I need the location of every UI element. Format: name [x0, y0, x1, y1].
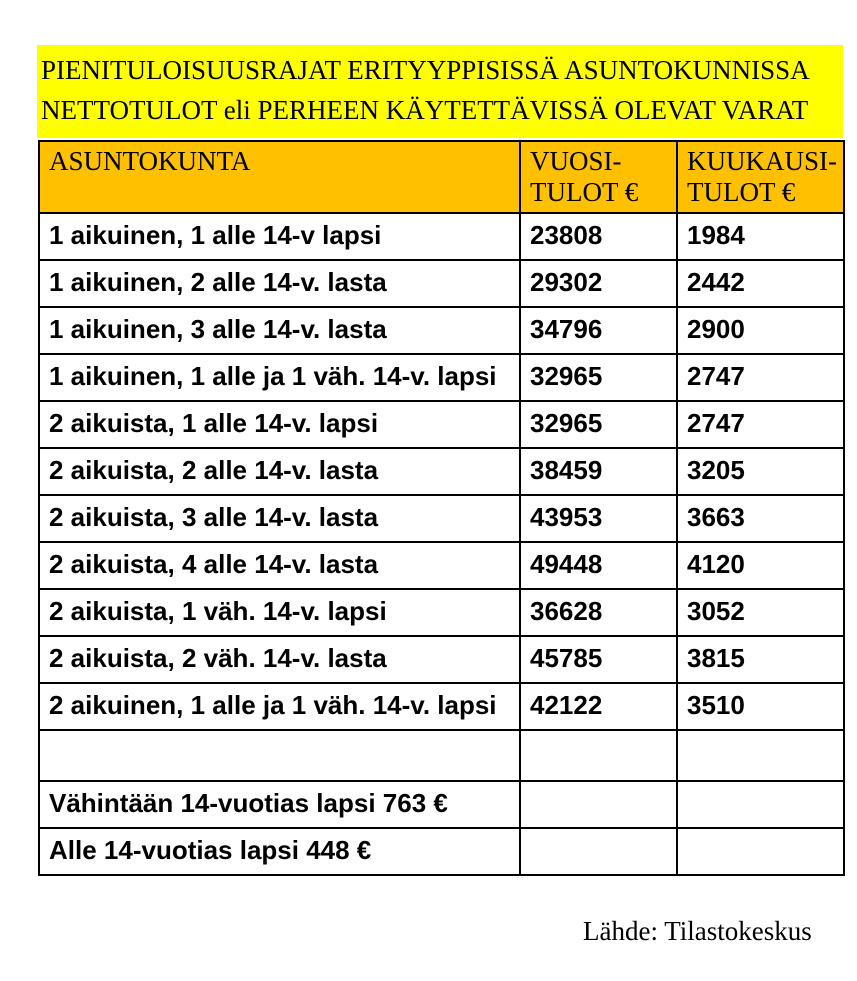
- monthly-income-cell: 3815: [677, 636, 844, 683]
- annual-income-cell: [520, 828, 677, 875]
- table-row: [39, 683, 844, 730]
- annual-income-cell: 29302: [520, 260, 677, 307]
- annual-income-cell: 34796: [520, 307, 677, 354]
- title-banner: [37, 45, 843, 138]
- household-cell: 2 aikuista, 3 alle 14-v. lasta: [39, 495, 520, 542]
- monthly-income-cell: 2747: [677, 401, 844, 448]
- monthly-income-cell: 3663: [677, 495, 844, 542]
- source-note: Lähde: Tilastokeskus: [583, 916, 812, 946]
- monthly-income-cell: 2442: [677, 260, 844, 307]
- table-row: [39, 401, 844, 448]
- header-annual-line-1: VUOSI-: [530, 146, 622, 176]
- annual-income-cell: 45785: [520, 636, 677, 683]
- household-cell: Alle 14-vuotias lapsi 448 €: [39, 828, 520, 875]
- table-header-row: [39, 141, 844, 213]
- annual-income-cell: 43953: [520, 495, 677, 542]
- header-annual-income-column: [520, 141, 677, 213]
- table-row: [39, 781, 844, 828]
- household-cell: Vähintään 14-vuotias lapsi 763 €: [39, 781, 520, 828]
- household-cell: 1 aikuinen, 1 alle ja 1 väh. 14-v. lapsi: [39, 354, 520, 401]
- table-body: [39, 213, 844, 875]
- monthly-income-cell: 4120: [677, 542, 844, 589]
- table-row: [39, 354, 844, 401]
- monthly-income-cell: [677, 730, 844, 781]
- annual-income-cell: 49448: [520, 542, 677, 589]
- table-row: [39, 828, 844, 875]
- household-cell: 2 aikuista, 2 väh. 14-v. lasta: [39, 636, 520, 683]
- monthly-income-cell: 3510: [677, 683, 844, 730]
- title-line-1: PIENITULOISUUSRAJAT ERITYYPPISISSÄ ASUNTOKUNNISSA: [41, 55, 810, 85]
- household-cell: 1 aikuinen, 1 alle 14-v lapsi: [39, 213, 520, 260]
- household-cell: [39, 730, 520, 781]
- income-limits-table: [38, 140, 845, 876]
- annual-income-cell: 23808: [520, 213, 677, 260]
- annual-income-cell: 32965: [520, 401, 677, 448]
- table-row: [39, 213, 844, 260]
- header-monthly-line-1: KUUKAUSI-: [687, 146, 837, 176]
- household-cell: 2 aikuista, 4 alle 14-v. lasta: [39, 542, 520, 589]
- household-cell: 1 aikuinen, 3 alle 14-v. lasta: [39, 307, 520, 354]
- table-row: [39, 589, 844, 636]
- table-row: [39, 636, 844, 683]
- header-household-column: ASUNTOKUNTA: [39, 141, 520, 213]
- annual-income-cell: [520, 730, 677, 781]
- table-row: [39, 260, 844, 307]
- annual-income-cell: 42122: [520, 683, 677, 730]
- table-row: [39, 307, 844, 354]
- monthly-income-cell: 1984: [677, 213, 844, 260]
- monthly-income-cell: 2900: [677, 307, 844, 354]
- table-row: [39, 448, 844, 495]
- annual-income-cell: 36628: [520, 589, 677, 636]
- annual-income-cell: 38459: [520, 448, 677, 495]
- monthly-income-cell: [677, 828, 844, 875]
- household-cell: 2 aikuista, 1 väh. 14-v. lapsi: [39, 589, 520, 636]
- household-cell: 1 aikuinen, 2 alle 14-v. lasta: [39, 260, 520, 307]
- title-line-2: NETTOTULOT eli PERHEEN KÄYTETTÄVISSÄ OLEVAT VARAT: [41, 95, 809, 125]
- monthly-income-cell: 3052: [677, 589, 844, 636]
- household-cell: 2 aikuista, 2 alle 14-v. lasta: [39, 448, 520, 495]
- annual-income-cell: 32965: [520, 354, 677, 401]
- header-monthly-line-2: TULOT €: [687, 177, 796, 207]
- header-annual-line-2: TULOT €: [530, 177, 639, 207]
- monthly-income-cell: 2747: [677, 354, 844, 401]
- monthly-income-cell: [677, 781, 844, 828]
- table-row: [39, 730, 844, 781]
- header-monthly-income-column: [677, 141, 844, 213]
- table-row: [39, 495, 844, 542]
- annual-income-cell: [520, 781, 677, 828]
- monthly-income-cell: 3205: [677, 448, 844, 495]
- household-cell: 2 aikuista, 1 alle 14-v. lapsi: [39, 401, 520, 448]
- household-cell: 2 aikuinen, 1 alle ja 1 väh. 14-v. lapsi: [39, 683, 520, 730]
- table-row: [39, 542, 844, 589]
